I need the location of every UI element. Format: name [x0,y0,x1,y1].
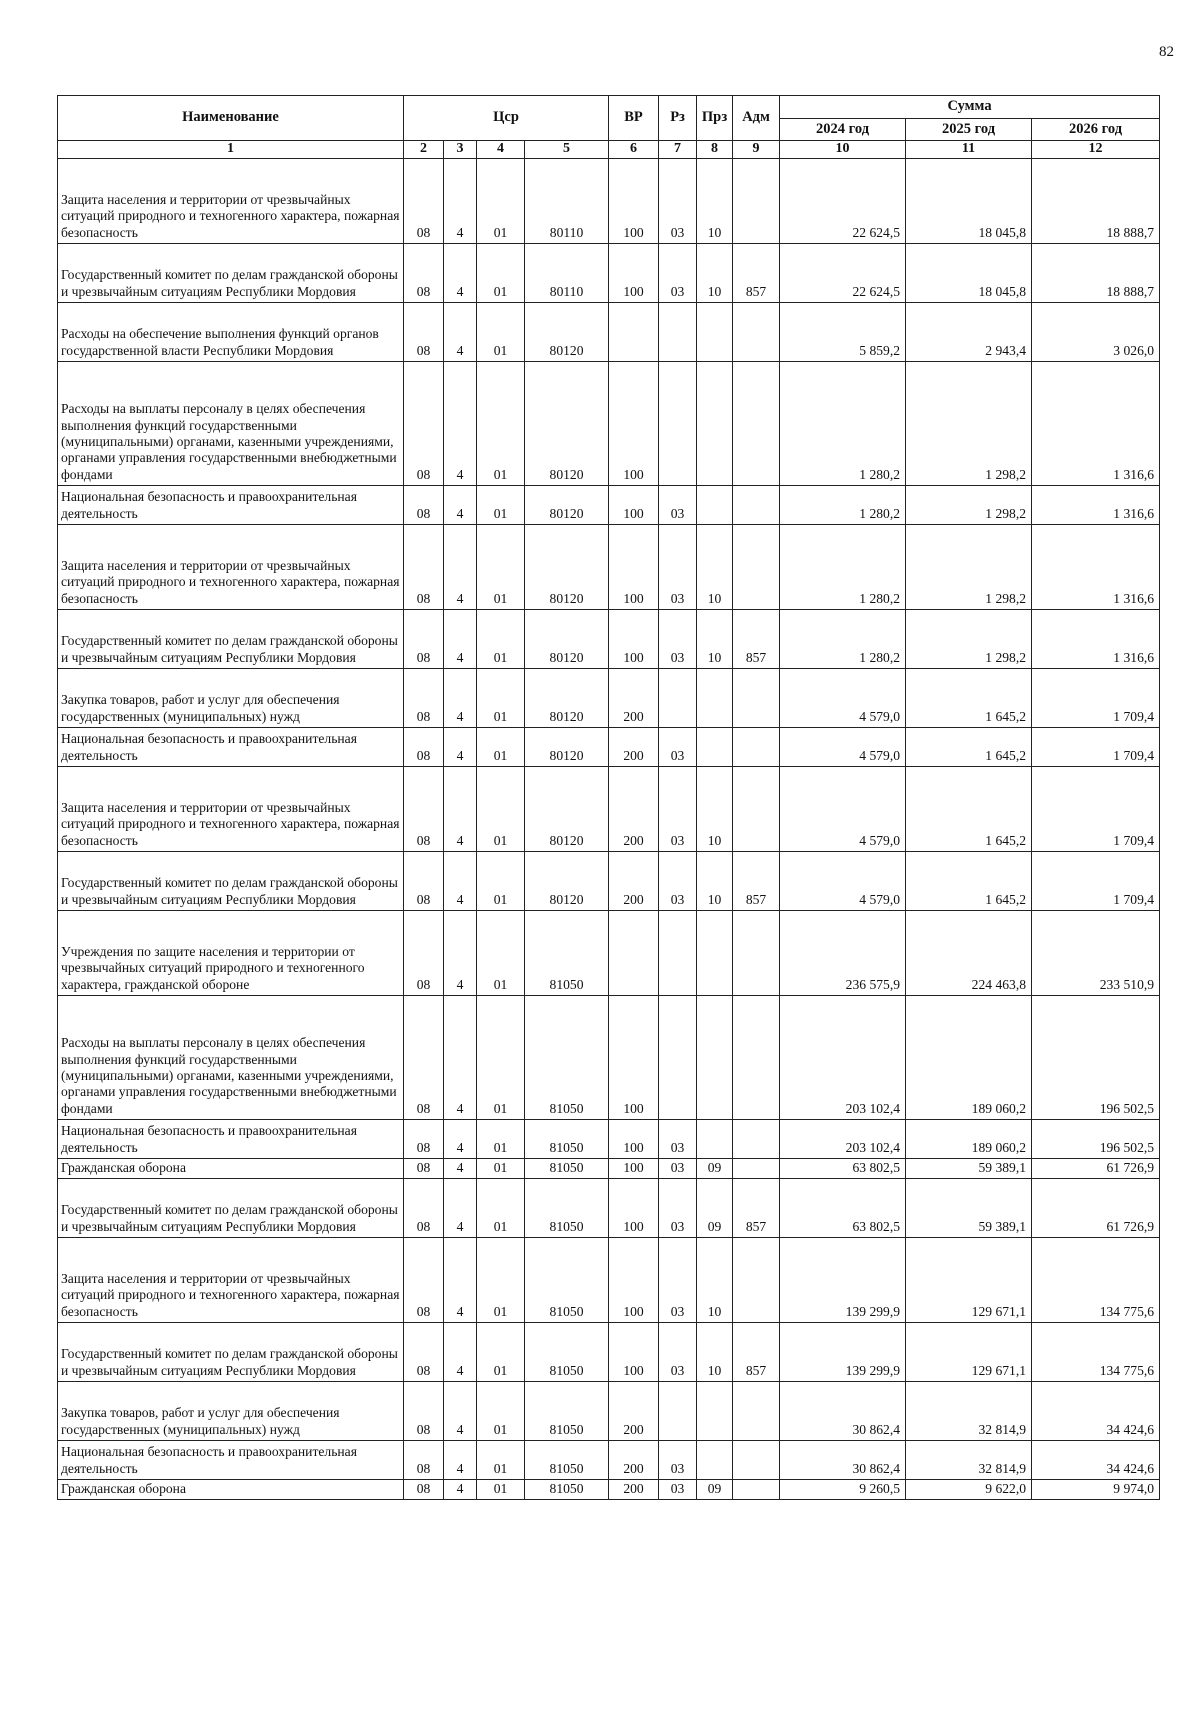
amount-2026: 1 316,6 [1032,525,1160,610]
adm-code [733,1382,780,1441]
amount-2024: 139 299,9 [780,1323,906,1382]
csr-part-2: 4 [444,303,477,362]
csr-part-3: 01 [477,911,525,996]
amount-2026: 134 775,6 [1032,1323,1160,1382]
adm-code: 857 [733,244,780,303]
csr-part-1: 08 [404,1120,444,1159]
amount-2026: 1 316,6 [1032,362,1160,486]
csr-part-2: 4 [444,525,477,610]
csr-part-4: 80120 [525,728,609,767]
vr-code: 100 [609,996,659,1120]
adm-code [733,1159,780,1179]
csr-part-4: 81050 [525,1159,609,1179]
csr-part-3: 01 [477,996,525,1120]
csr-part-4: 80120 [525,610,609,669]
adm-code [733,1120,780,1159]
table-row [58,159,1160,244]
csr-part-1: 08 [404,525,444,610]
amount-2024: 63 802,5 [780,1159,906,1179]
budget-table [57,95,1160,1500]
vr-code: 100 [609,1120,659,1159]
amount-2025: 59 389,1 [906,1159,1032,1179]
vr-code: 100 [609,610,659,669]
csr-part-2: 4 [444,610,477,669]
table-row [58,1441,1160,1480]
table-header [58,96,1160,159]
row-name: Защита населения и территории от чрезвычайных ситуаций природного и техногенного характера, пожарная безопасность [58,525,404,610]
csr-part-4: 80120 [525,852,609,911]
column-number: 5 [525,141,609,159]
csr-part-1: 08 [404,1441,444,1480]
amount-2026: 18 888,7 [1032,159,1160,244]
csr-part-1: 08 [404,303,444,362]
row-name: Государственный комитет по делам гражданской обороны и чрезвычайным ситуациям Республики Мордовия [58,1323,404,1382]
csr-part-2: 4 [444,486,477,525]
header-csr: Цср [404,96,609,141]
table-row [58,1238,1160,1323]
csr-part-1: 08 [404,486,444,525]
table-row [58,911,1160,996]
csr-part-2: 4 [444,1441,477,1480]
amount-2024: 22 624,5 [780,244,906,303]
row-name: Национальная безопасность и правоохранительная деятельность [58,728,404,767]
csr-part-1: 08 [404,244,444,303]
header-sum: Сумма [780,96,1160,119]
header-adm: Адм [733,96,780,141]
column-number: 12 [1032,141,1160,159]
prz-code [697,996,733,1120]
row-name: Национальная безопасность и правоохранительная деятельность [58,1120,404,1159]
csr-part-4: 81050 [525,1120,609,1159]
adm-code: 857 [733,852,780,911]
amount-2026: 1 709,4 [1032,669,1160,728]
amount-2024: 236 575,9 [780,911,906,996]
prz-code: 10 [697,525,733,610]
csr-part-2: 4 [444,244,477,303]
amount-2026: 1 709,4 [1032,728,1160,767]
csr-part-2: 4 [444,852,477,911]
amount-2024: 22 624,5 [780,159,906,244]
csr-part-3: 01 [477,1159,525,1179]
page-number: 82 [1159,44,1174,60]
csr-part-2: 4 [444,669,477,728]
prz-code: 10 [697,159,733,244]
column-number: 9 [733,141,780,159]
row-name: Расходы на обеспечение выполнения функций органов государственной власти Республики Мордовия [58,303,404,362]
row-name: Расходы на выплаты персоналу в целях обеспечения выполнения функций государственными (муниципальными) органами, казенными учреждениями, органами управления государственными внебюджетными фондами [58,362,404,486]
amount-2025: 18 045,8 [906,244,1032,303]
table-row [58,852,1160,911]
csr-part-2: 4 [444,1120,477,1159]
amount-2026: 233 510,9 [1032,911,1160,996]
table-row [58,1159,1160,1179]
prz-code: 09 [697,1179,733,1238]
vr-code: 200 [609,767,659,852]
csr-part-4: 81050 [525,1238,609,1323]
table-row [58,1323,1160,1382]
csr-part-1: 08 [404,728,444,767]
adm-code [733,1441,780,1480]
amount-2024: 4 579,0 [780,669,906,728]
csr-part-3: 01 [477,362,525,486]
amount-2024: 4 579,0 [780,852,906,911]
adm-code [733,767,780,852]
table-row [58,996,1160,1120]
row-name: Национальная безопасность и правоохранительная деятельность [58,486,404,525]
amount-2026: 1 709,4 [1032,767,1160,852]
amount-2026: 1 709,4 [1032,852,1160,911]
row-name: Национальная безопасность и правоохранительная деятельность [58,1441,404,1480]
prz-code: 09 [697,1480,733,1500]
csr-part-1: 08 [404,1323,444,1382]
csr-part-3: 01 [477,1179,525,1238]
rz-code [659,911,697,996]
vr-code: 200 [609,1441,659,1480]
table-row [58,486,1160,525]
prz-code: 10 [697,610,733,669]
amount-2024: 30 862,4 [780,1441,906,1480]
amount-2025: 9 622,0 [906,1480,1032,1500]
csr-part-2: 4 [444,911,477,996]
header-year-2024: 2024 год [780,119,906,141]
column-number: 4 [477,141,525,159]
prz-code: 10 [697,767,733,852]
csr-part-4: 81050 [525,1382,609,1441]
csr-part-4: 81050 [525,996,609,1120]
adm-code [733,669,780,728]
amount-2024: 4 579,0 [780,767,906,852]
header-year-2026: 2026 год [1032,119,1160,141]
amount-2024: 139 299,9 [780,1238,906,1323]
csr-part-2: 4 [444,1323,477,1382]
csr-part-1: 08 [404,852,444,911]
column-number: 1 [58,141,404,159]
row-name: Государственный комитет по делам гражданской обороны и чрезвычайным ситуациям Республики Мордовия [58,852,404,911]
csr-part-2: 4 [444,362,477,486]
amount-2024: 5 859,2 [780,303,906,362]
prz-code [697,911,733,996]
vr-code: 100 [609,159,659,244]
amount-2026: 61 726,9 [1032,1179,1160,1238]
csr-part-1: 08 [404,1382,444,1441]
csr-part-3: 01 [477,486,525,525]
vr-code: 200 [609,1480,659,1500]
csr-part-3: 01 [477,728,525,767]
table-row [58,1382,1160,1441]
prz-code: 10 [697,1238,733,1323]
csr-part-3: 01 [477,1323,525,1382]
adm-code [733,996,780,1120]
column-number: 10 [780,141,906,159]
csr-part-4: 80120 [525,486,609,525]
prz-code [697,1120,733,1159]
amount-2026: 196 502,5 [1032,1120,1160,1159]
row-name: Расходы на выплаты персоналу в целях обеспечения выполнения функций государственными (муниципальными) органами, казенными учреждениями, органами управления государственными внебюджетными фондами [58,996,404,1120]
row-name: Гражданская оборона [58,1480,404,1500]
amount-2025: 18 045,8 [906,159,1032,244]
rz-code: 03 [659,767,697,852]
vr-code: 100 [609,1159,659,1179]
csr-part-3: 01 [477,525,525,610]
csr-part-1: 08 [404,669,444,728]
csr-part-4: 80120 [525,303,609,362]
csr-part-4: 80110 [525,244,609,303]
amount-2024: 203 102,4 [780,1120,906,1159]
amount-2025: 1 298,2 [906,486,1032,525]
rz-code [659,996,697,1120]
csr-part-1: 08 [404,159,444,244]
row-name: Защита населения и территории от чрезвычайных ситуаций природного и техногенного характера, пожарная безопасность [58,1238,404,1323]
table-row [58,728,1160,767]
row-name: Гражданская оборона [58,1159,404,1179]
rz-code: 03 [659,1323,697,1382]
row-name: Закупка товаров, работ и услуг для обеспечения государственных (муниципальных) нужд [58,669,404,728]
vr-code: 100 [609,1179,659,1238]
prz-code [697,669,733,728]
row-name: Защита населения и территории от чрезвычайных ситуаций природного и техногенного характера, пожарная безопасность [58,767,404,852]
amount-2026: 134 775,6 [1032,1238,1160,1323]
rz-code: 03 [659,1179,697,1238]
rz-code: 03 [659,1480,697,1500]
vr-code: 200 [609,852,659,911]
amount-2025: 1 645,2 [906,728,1032,767]
table-row [58,610,1160,669]
amount-2025: 32 814,9 [906,1441,1032,1480]
rz-code: 03 [659,159,697,244]
amount-2025: 1 298,2 [906,525,1032,610]
csr-part-4: 81050 [525,911,609,996]
csr-part-1: 08 [404,996,444,1120]
table-row [58,362,1160,486]
column-number: 8 [697,141,733,159]
csr-part-3: 01 [477,852,525,911]
amount-2024: 1 280,2 [780,486,906,525]
row-name: Государственный комитет по делам гражданской обороны и чрезвычайным ситуациям Республики Мордовия [58,244,404,303]
vr-code: 200 [609,669,659,728]
rz-code [659,303,697,362]
csr-part-4: 81050 [525,1441,609,1480]
csr-part-3: 01 [477,1120,525,1159]
csr-part-4: 80120 [525,767,609,852]
rz-code: 03 [659,244,697,303]
amount-2025: 59 389,1 [906,1179,1032,1238]
csr-part-4: 80120 [525,669,609,728]
csr-part-2: 4 [444,159,477,244]
csr-part-3: 01 [477,767,525,852]
amount-2024: 1 280,2 [780,525,906,610]
adm-code [733,525,780,610]
vr-code: 100 [609,486,659,525]
adm-code: 857 [733,610,780,669]
header-vr: ВР [609,96,659,141]
csr-part-3: 01 [477,610,525,669]
table-row [58,1179,1160,1238]
table-row [58,303,1160,362]
vr-code [609,303,659,362]
column-number: 7 [659,141,697,159]
prz-code: 10 [697,244,733,303]
amount-2025: 32 814,9 [906,1382,1032,1441]
vr-code: 100 [609,244,659,303]
adm-code: 857 [733,1179,780,1238]
column-number: 6 [609,141,659,159]
csr-part-2: 4 [444,996,477,1120]
csr-part-1: 08 [404,1179,444,1238]
amount-2026: 196 502,5 [1032,996,1160,1120]
amount-2025: 1 298,2 [906,610,1032,669]
csr-part-3: 01 [477,1480,525,1500]
amount-2025: 224 463,8 [906,911,1032,996]
table-row [58,525,1160,610]
row-name: Закупка товаров, работ и услуг для обеспечения государственных (муниципальных) нужд [58,1382,404,1441]
csr-part-4: 81050 [525,1323,609,1382]
vr-code: 100 [609,1323,659,1382]
table-body [58,159,1160,1500]
csr-part-1: 08 [404,610,444,669]
rz-code: 03 [659,486,697,525]
amount-2025: 1 645,2 [906,852,1032,911]
csr-part-4: 81050 [525,1179,609,1238]
amount-2024: 1 280,2 [780,362,906,486]
header-name: Наименование [58,96,404,141]
adm-code [733,159,780,244]
csr-part-2: 4 [444,728,477,767]
amount-2026: 1 316,6 [1032,610,1160,669]
csr-part-1: 08 [404,1159,444,1179]
rz-code [659,1382,697,1441]
amount-2024: 30 862,4 [780,1382,906,1441]
row-name: Учреждения по защите населения и территории от чрезвычайных ситуаций природного и техногенного характера, гражданской обороне [58,911,404,996]
vr-code: 100 [609,1238,659,1323]
prz-code [697,728,733,767]
header-prz: Прз [697,96,733,141]
amount-2024: 9 260,5 [780,1480,906,1500]
adm-code [733,728,780,767]
rz-code: 03 [659,1159,697,1179]
csr-part-3: 01 [477,159,525,244]
row-name: Государственный комитет по делам гражданской обороны и чрезвычайным ситуациям Республики Мордовия [58,1179,404,1238]
column-number: 11 [906,141,1032,159]
csr-part-3: 01 [477,1382,525,1441]
vr-code: 200 [609,728,659,767]
rz-code: 03 [659,728,697,767]
amount-2025: 129 671,1 [906,1238,1032,1323]
vr-code: 100 [609,525,659,610]
csr-part-2: 4 [444,1179,477,1238]
rz-code: 03 [659,1120,697,1159]
amount-2025: 1 298,2 [906,362,1032,486]
adm-code [733,1480,780,1500]
adm-code [733,1238,780,1323]
header-year-2025: 2025 год [906,119,1032,141]
amount-2026: 1 316,6 [1032,486,1160,525]
prz-code [697,1441,733,1480]
table-row [58,244,1160,303]
amount-2025: 129 671,1 [906,1323,1032,1382]
amount-2026: 34 424,6 [1032,1382,1160,1441]
csr-part-4: 80120 [525,525,609,610]
row-name: Государственный комитет по делам гражданской обороны и чрезвычайным ситуациям Республики Мордовия [58,610,404,669]
amount-2026: 9 974,0 [1032,1480,1160,1500]
table-row [58,767,1160,852]
table-row [58,669,1160,728]
table-row [58,1120,1160,1159]
table-row [58,1480,1160,1500]
prz-code [697,362,733,486]
csr-part-3: 01 [477,244,525,303]
csr-part-4: 80110 [525,159,609,244]
column-number: 3 [444,141,477,159]
adm-code [733,362,780,486]
amount-2024: 63 802,5 [780,1179,906,1238]
csr-part-4: 81050 [525,1480,609,1500]
amount-2025: 1 645,2 [906,669,1032,728]
vr-code: 200 [609,1382,659,1441]
csr-part-2: 4 [444,1480,477,1500]
csr-part-1: 08 [404,1480,444,1500]
adm-code [733,911,780,996]
csr-part-2: 4 [444,767,477,852]
csr-part-4: 80120 [525,362,609,486]
amount-2024: 1 280,2 [780,610,906,669]
rz-code [659,362,697,486]
amount-2025: 189 060,2 [906,1120,1032,1159]
csr-part-3: 01 [477,1441,525,1480]
amount-2026: 61 726,9 [1032,1159,1160,1179]
prz-code [697,303,733,362]
prz-code [697,1382,733,1441]
csr-part-2: 4 [444,1382,477,1441]
rz-code: 03 [659,610,697,669]
amount-2025: 1 645,2 [906,767,1032,852]
vr-code: 100 [609,362,659,486]
csr-part-1: 08 [404,911,444,996]
csr-part-2: 4 [444,1159,477,1179]
amount-2024: 4 579,0 [780,728,906,767]
prz-code [697,486,733,525]
amount-2025: 2 943,4 [906,303,1032,362]
csr-part-3: 01 [477,669,525,728]
prz-code: 10 [697,1323,733,1382]
amount-2026: 18 888,7 [1032,244,1160,303]
csr-part-3: 01 [477,1238,525,1323]
adm-code: 857 [733,1323,780,1382]
rz-code: 03 [659,1441,697,1480]
csr-part-1: 08 [404,362,444,486]
amount-2024: 203 102,4 [780,996,906,1120]
rz-code: 03 [659,1238,697,1323]
amount-2026: 3 026,0 [1032,303,1160,362]
adm-code [733,303,780,362]
vr-code [609,911,659,996]
csr-part-2: 4 [444,1238,477,1323]
header-rz: Рз [659,96,697,141]
amount-2026: 34 424,6 [1032,1441,1160,1480]
rz-code: 03 [659,852,697,911]
prz-code: 10 [697,852,733,911]
rz-code [659,669,697,728]
adm-code [733,486,780,525]
row-name: Защита населения и территории от чрезвычайных ситуаций природного и техногенного характера, пожарная безопасность [58,159,404,244]
rz-code: 03 [659,525,697,610]
column-number: 2 [404,141,444,159]
csr-part-1: 08 [404,1238,444,1323]
prz-code: 09 [697,1159,733,1179]
csr-part-1: 08 [404,767,444,852]
csr-part-3: 01 [477,303,525,362]
amount-2025: 189 060,2 [906,996,1032,1120]
